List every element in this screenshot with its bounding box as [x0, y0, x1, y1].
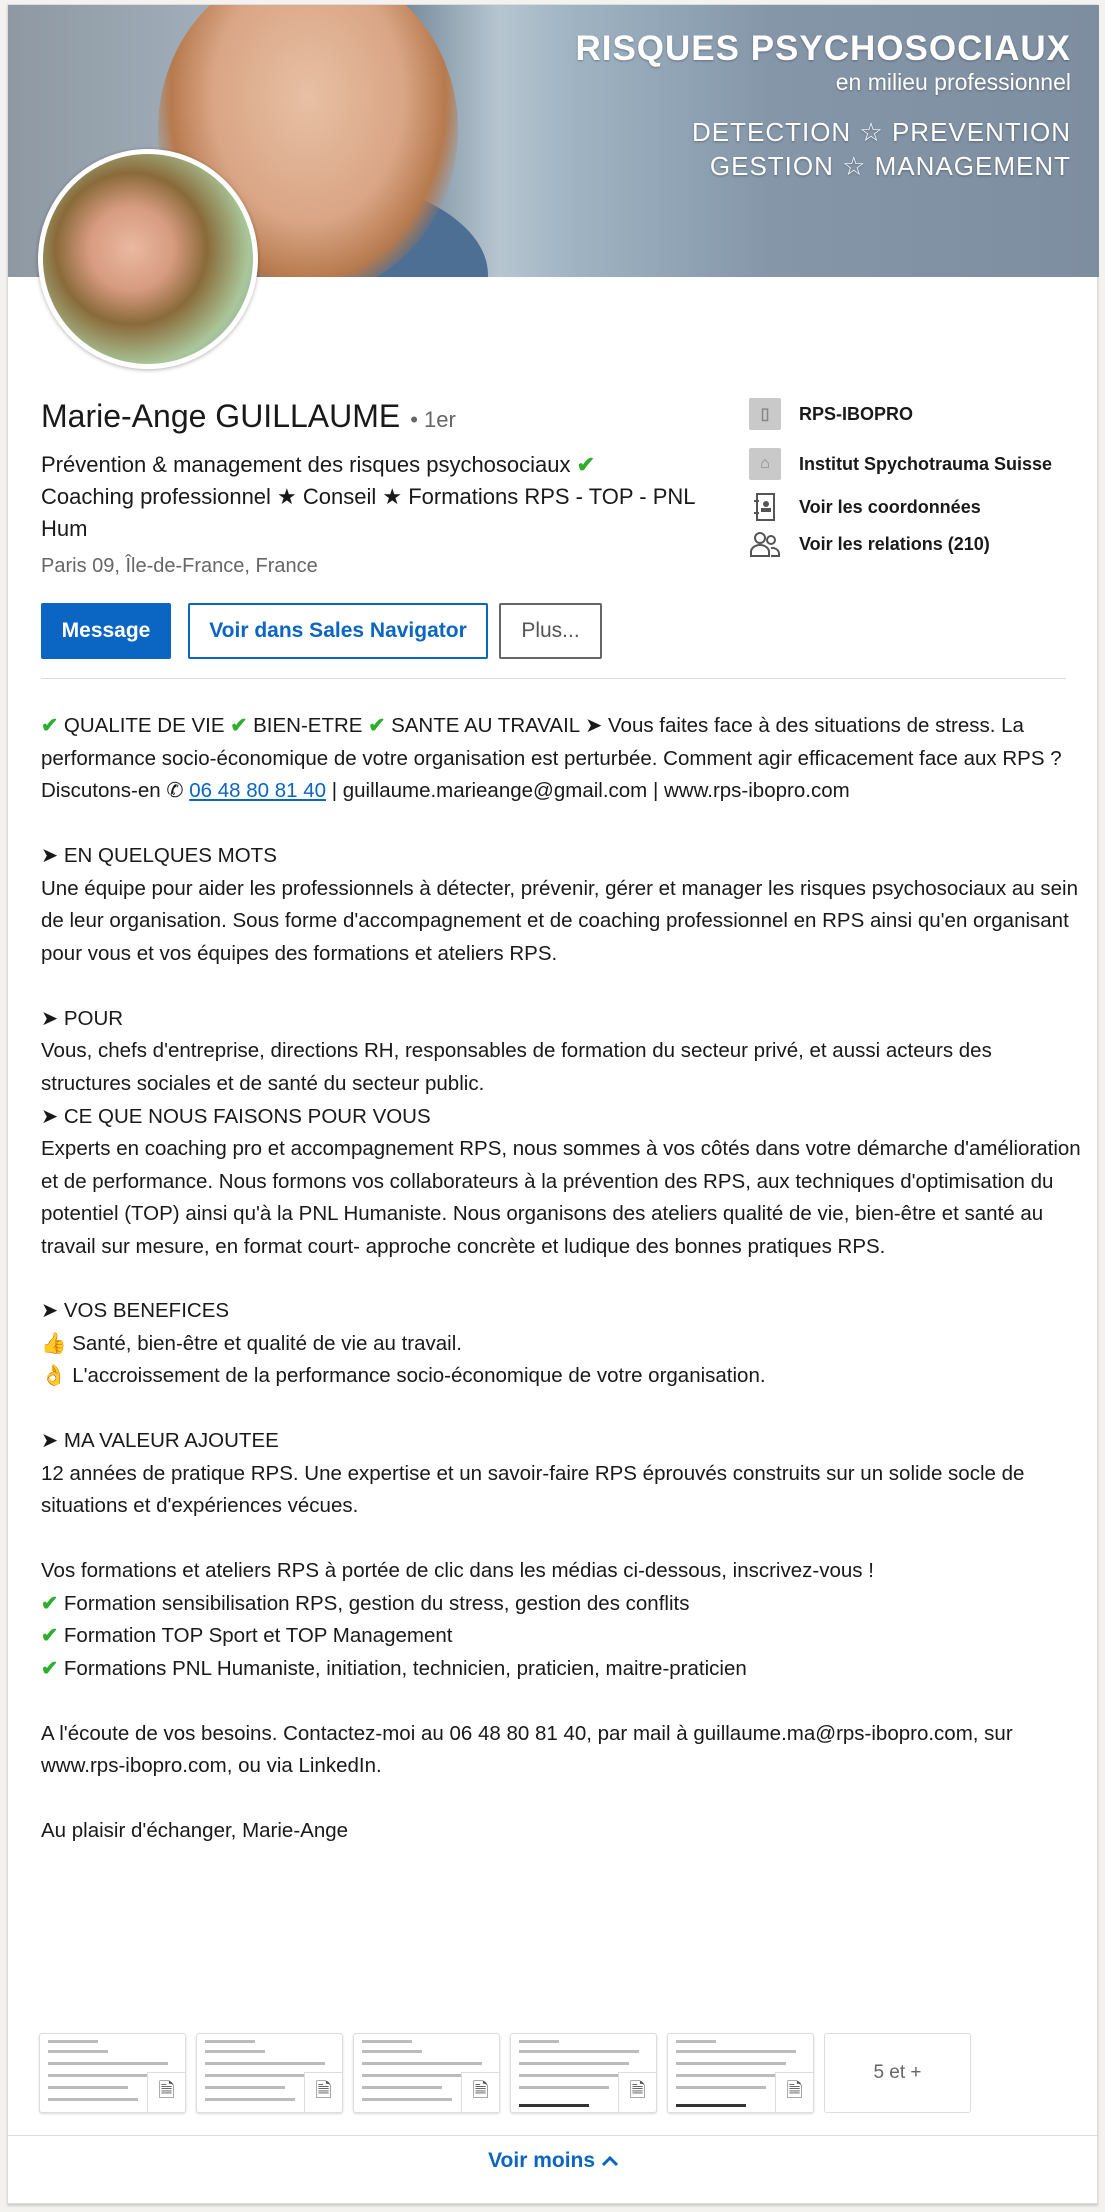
document-icon: 🗎 [147, 2072, 185, 2112]
profile-card [7, 4, 1098, 2204]
summary-text: A l'écoute de vos besoins. Contactez-moi au 06 48 80 81 40, par mail à guillaume.ma@rps-ibopro.com, sur www.rps-ibopro.com, ou via LinkedIn. [41, 1721, 1013, 1777]
document-icon: 🗎 [775, 2072, 813, 2112]
company-logo-icon: ▯ [749, 398, 781, 430]
document-icon: 🗎 [618, 2072, 656, 2112]
check-icon: ✔ [368, 714, 386, 737]
summary-text: SANTE AU TRAVAIL ➤ Vous faites face à des situations de stress. La performance socio-économique de votre organisation est perturbée. Comment agir efficacement face aux RPS ? Discutons-en ✆ [41, 714, 1062, 802]
school-name: Institut Spychotrauma Suisse [799, 453, 1053, 474]
sales-navigator-button[interactable]: Voir dans Sales Navigator [188, 603, 488, 659]
check-icon: ✔ [41, 714, 59, 737]
media-thumbnail[interactable] [39, 2033, 186, 2113]
divider [41, 678, 1066, 679]
check-icon: ✔ [41, 1591, 59, 1615]
more-button[interactable]: Plus... [499, 603, 602, 659]
company-link[interactable] [749, 398, 1079, 430]
name-text: Marie-Ange GUILLAUME [41, 398, 401, 434]
document-icon: 🗎 [304, 2072, 342, 2112]
section-heading: ➤ EN QUELQUES MOTS [41, 844, 277, 867]
section-heading: ➤ VOS BENEFICES [41, 1299, 230, 1322]
media-thumbnail[interactable] [196, 2033, 343, 2113]
media-thumbnails [39, 2033, 971, 2113]
address-book-icon [749, 491, 781, 523]
benefit-text: L'accroissement de la performance socio-économique de votre organisation. [72, 1364, 766, 1387]
summary-text: | guillaume.marieange@gmail.com | www.rps-ibopro.com [326, 779, 850, 802]
banner-subtitle: en milieu professionnel [835, 69, 1071, 95]
school-logo-icon: ⌂ [749, 448, 781, 480]
more-media-button[interactable]: 5 et + [824, 2033, 971, 2113]
section-heading: ➤ POUR [41, 1006, 124, 1030]
benefit-text: Santé, bien-être et qualité de vie au travail. [72, 1331, 462, 1355]
about-summary [41, 710, 1081, 1880]
check-icon: ✔ [576, 452, 596, 477]
summary-text: 12 années de pratique RPS. Une expertise et un savoir-faire RPS éprouvés construits sur un solide socle de situations et d'expériences vécues. [41, 1461, 1025, 1517]
profile-headline [41, 449, 721, 545]
training-text: Formations PNL Humaniste, initiation, technicien, praticien, maitre-praticien [63, 1656, 747, 1680]
profile-location: Paris 09, Île-de-France, France [41, 555, 318, 577]
training-text: Formation TOP Sport et TOP Management [63, 1624, 453, 1647]
section-heading: ➤ CE QUE NOUS FAISONS POUR VOUS [41, 1104, 431, 1128]
connections-text: Voir les relations (210) [799, 533, 990, 554]
divider [8, 2135, 1099, 2136]
check-icon: ✔ [41, 1656, 59, 1680]
chevron-up-icon [601, 2149, 619, 2172]
summary-text: Vos formations et ateliers RPS à portée de clic dans les médias ci-dessous, inscrivez-vous ! [41, 1559, 874, 1582]
summary-text: Experts en coaching pro et accompagnement RPS, nous sommes à vos côtés dans votre démarche d'amélioration et de performance. Nous formons vos collaborateurs à la prévention des RPS, aux techniques d'optimisation du potentiel (TOP) ainsi qu'à la PNL Humaniste. Nous organisons des ateliers qualité de vie, bien-être et santé au travail sur mesure, en format court- approche concrète et ludique des bonnes pratiques RPS. [41, 1137, 1081, 1258]
headline-line2: Coaching professionnel ★ Conseil ★ Formations RPS - TOP - PNL Hum [41, 484, 695, 541]
phone-link[interactable]: 06 48 80 81 40 [189, 779, 327, 802]
summary-text: Une équipe pour aider les professionnels à détecter, prévenir, gérer et manager les risques psychosociaux au sein de leur organisation. Sous forme d'accompagnement et de coaching professionnel en RPS ainsi qu'en organisant pour vous et vos équipes des formations et ateliers RPS. [41, 876, 1078, 965]
people-icon [749, 528, 781, 560]
section-heading: ➤ MA VALEUR AJOUTEE [41, 1429, 279, 1452]
banner-line1: DETECTION ☆ PREVENTION [691, 117, 1071, 147]
see-less-label: Voir moins [488, 2149, 596, 2172]
summary-text: Au plaisir d'échanger, Marie-Ange [41, 1819, 349, 1842]
message-button[interactable]: Message [41, 603, 171, 659]
school-link[interactable] [749, 448, 1079, 480]
summary-text: BIEN-ETRE [253, 714, 363, 737]
thumbs-up-icon: 👍 [41, 1331, 67, 1355]
training-text: Formation sensibilisation RPS, gestion du stress, gestion des conflits [63, 1591, 690, 1615]
company-name: RPS-IBOPRO [799, 403, 914, 424]
check-icon: ✔ [41, 1624, 59, 1647]
summary-text: Vous, chefs d'entreprise, directions RH, responsables de formation du secteur privé, et aussi acteurs des structures sociales et de santé du secteur public. [41, 1039, 992, 1095]
connection-degree: • 1er [410, 407, 456, 432]
connections-link[interactable] [749, 528, 1079, 560]
contact-info-link[interactable] [749, 491, 1079, 523]
headline-line1: Prévention & management des risques psychosociaux [41, 452, 571, 477]
check-icon: ✔ [230, 714, 248, 737]
banner-title: RISQUES PSYCHOSOCIAUX [575, 29, 1071, 68]
ok-hand-icon: 👌 [41, 1364, 67, 1387]
banner-line2: GESTION ☆ MANAGEMENT [709, 151, 1071, 181]
avatar[interactable] [38, 149, 258, 369]
media-thumbnail[interactable] [510, 2033, 657, 2113]
summary-text: QUALITE DE VIE [63, 714, 225, 737]
profile-name [41, 398, 456, 435]
media-thumbnail[interactable] [353, 2033, 500, 2113]
media-thumbnail[interactable] [667, 2033, 814, 2113]
document-icon: 🗎 [461, 2072, 499, 2112]
contact-info-text: Voir les coordonnées [799, 496, 981, 517]
see-less-button[interactable] [8, 2149, 1099, 2173]
